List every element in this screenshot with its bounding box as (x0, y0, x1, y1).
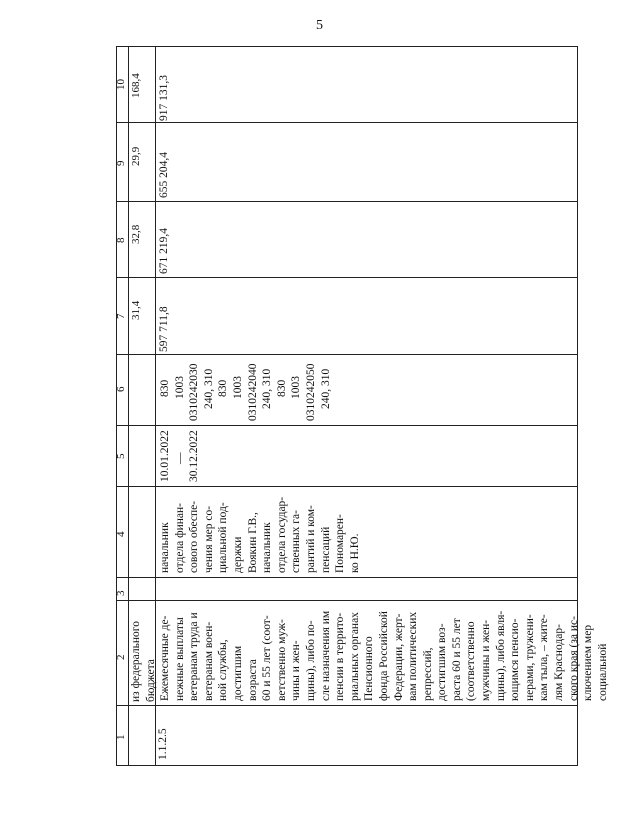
col-separator (116, 201, 578, 202)
col-separator (116, 277, 578, 278)
col-number: 8 (115, 237, 127, 243)
row-responsible: начальник отдела финан- сового обеспе- чения мер со- циальной под- держки Воякин Г.В., начальник отдела государ- ственных га- рантий и ком- пенсаций Пономарен- ко Н.Ю. (159, 496, 361, 573)
row-amount-col7: 597 711,8 (158, 306, 170, 352)
col-separator (116, 354, 578, 355)
col-number: 2 (115, 654, 127, 660)
top-row-col7: 31,4 (130, 300, 142, 320)
top-row-col8: 32,8 (130, 224, 142, 244)
col-separator (116, 425, 578, 426)
col-number: 10 (115, 79, 127, 90)
row-amount-col10: 917 131,3 (158, 75, 170, 121)
col-number: 6 (115, 386, 127, 392)
row-amount-col8: 671 219,4 (158, 228, 170, 274)
col-number: 3 (115, 590, 127, 596)
col-number: 5 (115, 453, 127, 459)
row-budget-codes: 830 1003 0310242030 240, 310 830 1003 0310242040 240, 310 830 1003 0310242050 240, 310 (159, 363, 332, 421)
col-separator (116, 600, 578, 601)
top-row-col9: 29,9 (130, 146, 142, 166)
col-separator (116, 577, 578, 578)
col-number: 1 (115, 734, 127, 740)
col-number: 4 (115, 531, 127, 537)
col-separator (116, 486, 578, 487)
col-separator (116, 122, 578, 123)
top-row-col10: 168,4 (130, 73, 142, 98)
budget-source-cell: из федерального бюджета (130, 621, 157, 702)
row-period: 10.01.2022 — 30.12.2022 (159, 430, 201, 482)
row-description: Ежемесячные де- нежные выплаты ветеранам труда и ветеранам воен- ной службы, достигшим возраста 60 и 55 лет (соот- ветственно муж- чины и жен- щины), либо по- сле назначения им пенсии в террито- риальных органах Пенсионного фонда Российской Федерации, жерт- вам политических репрессий, достигшим воз- раста 60 и 55 лет (соответственно мужчины и жен- щины), либо явля- ющимся пенсио- нерами, тружени- кам тыла, – жите- лям Краснодар- ского края (за ис- ключением мер социальной (159, 610, 609, 701)
row-amount-col9: 655 204,4 (158, 152, 170, 198)
col-number: 9 (115, 160, 127, 166)
page-number: 5 (316, 18, 323, 33)
col-number: 7 (115, 313, 127, 319)
row-number: 1.1.2.5 (157, 728, 169, 760)
col-separator (116, 705, 578, 706)
